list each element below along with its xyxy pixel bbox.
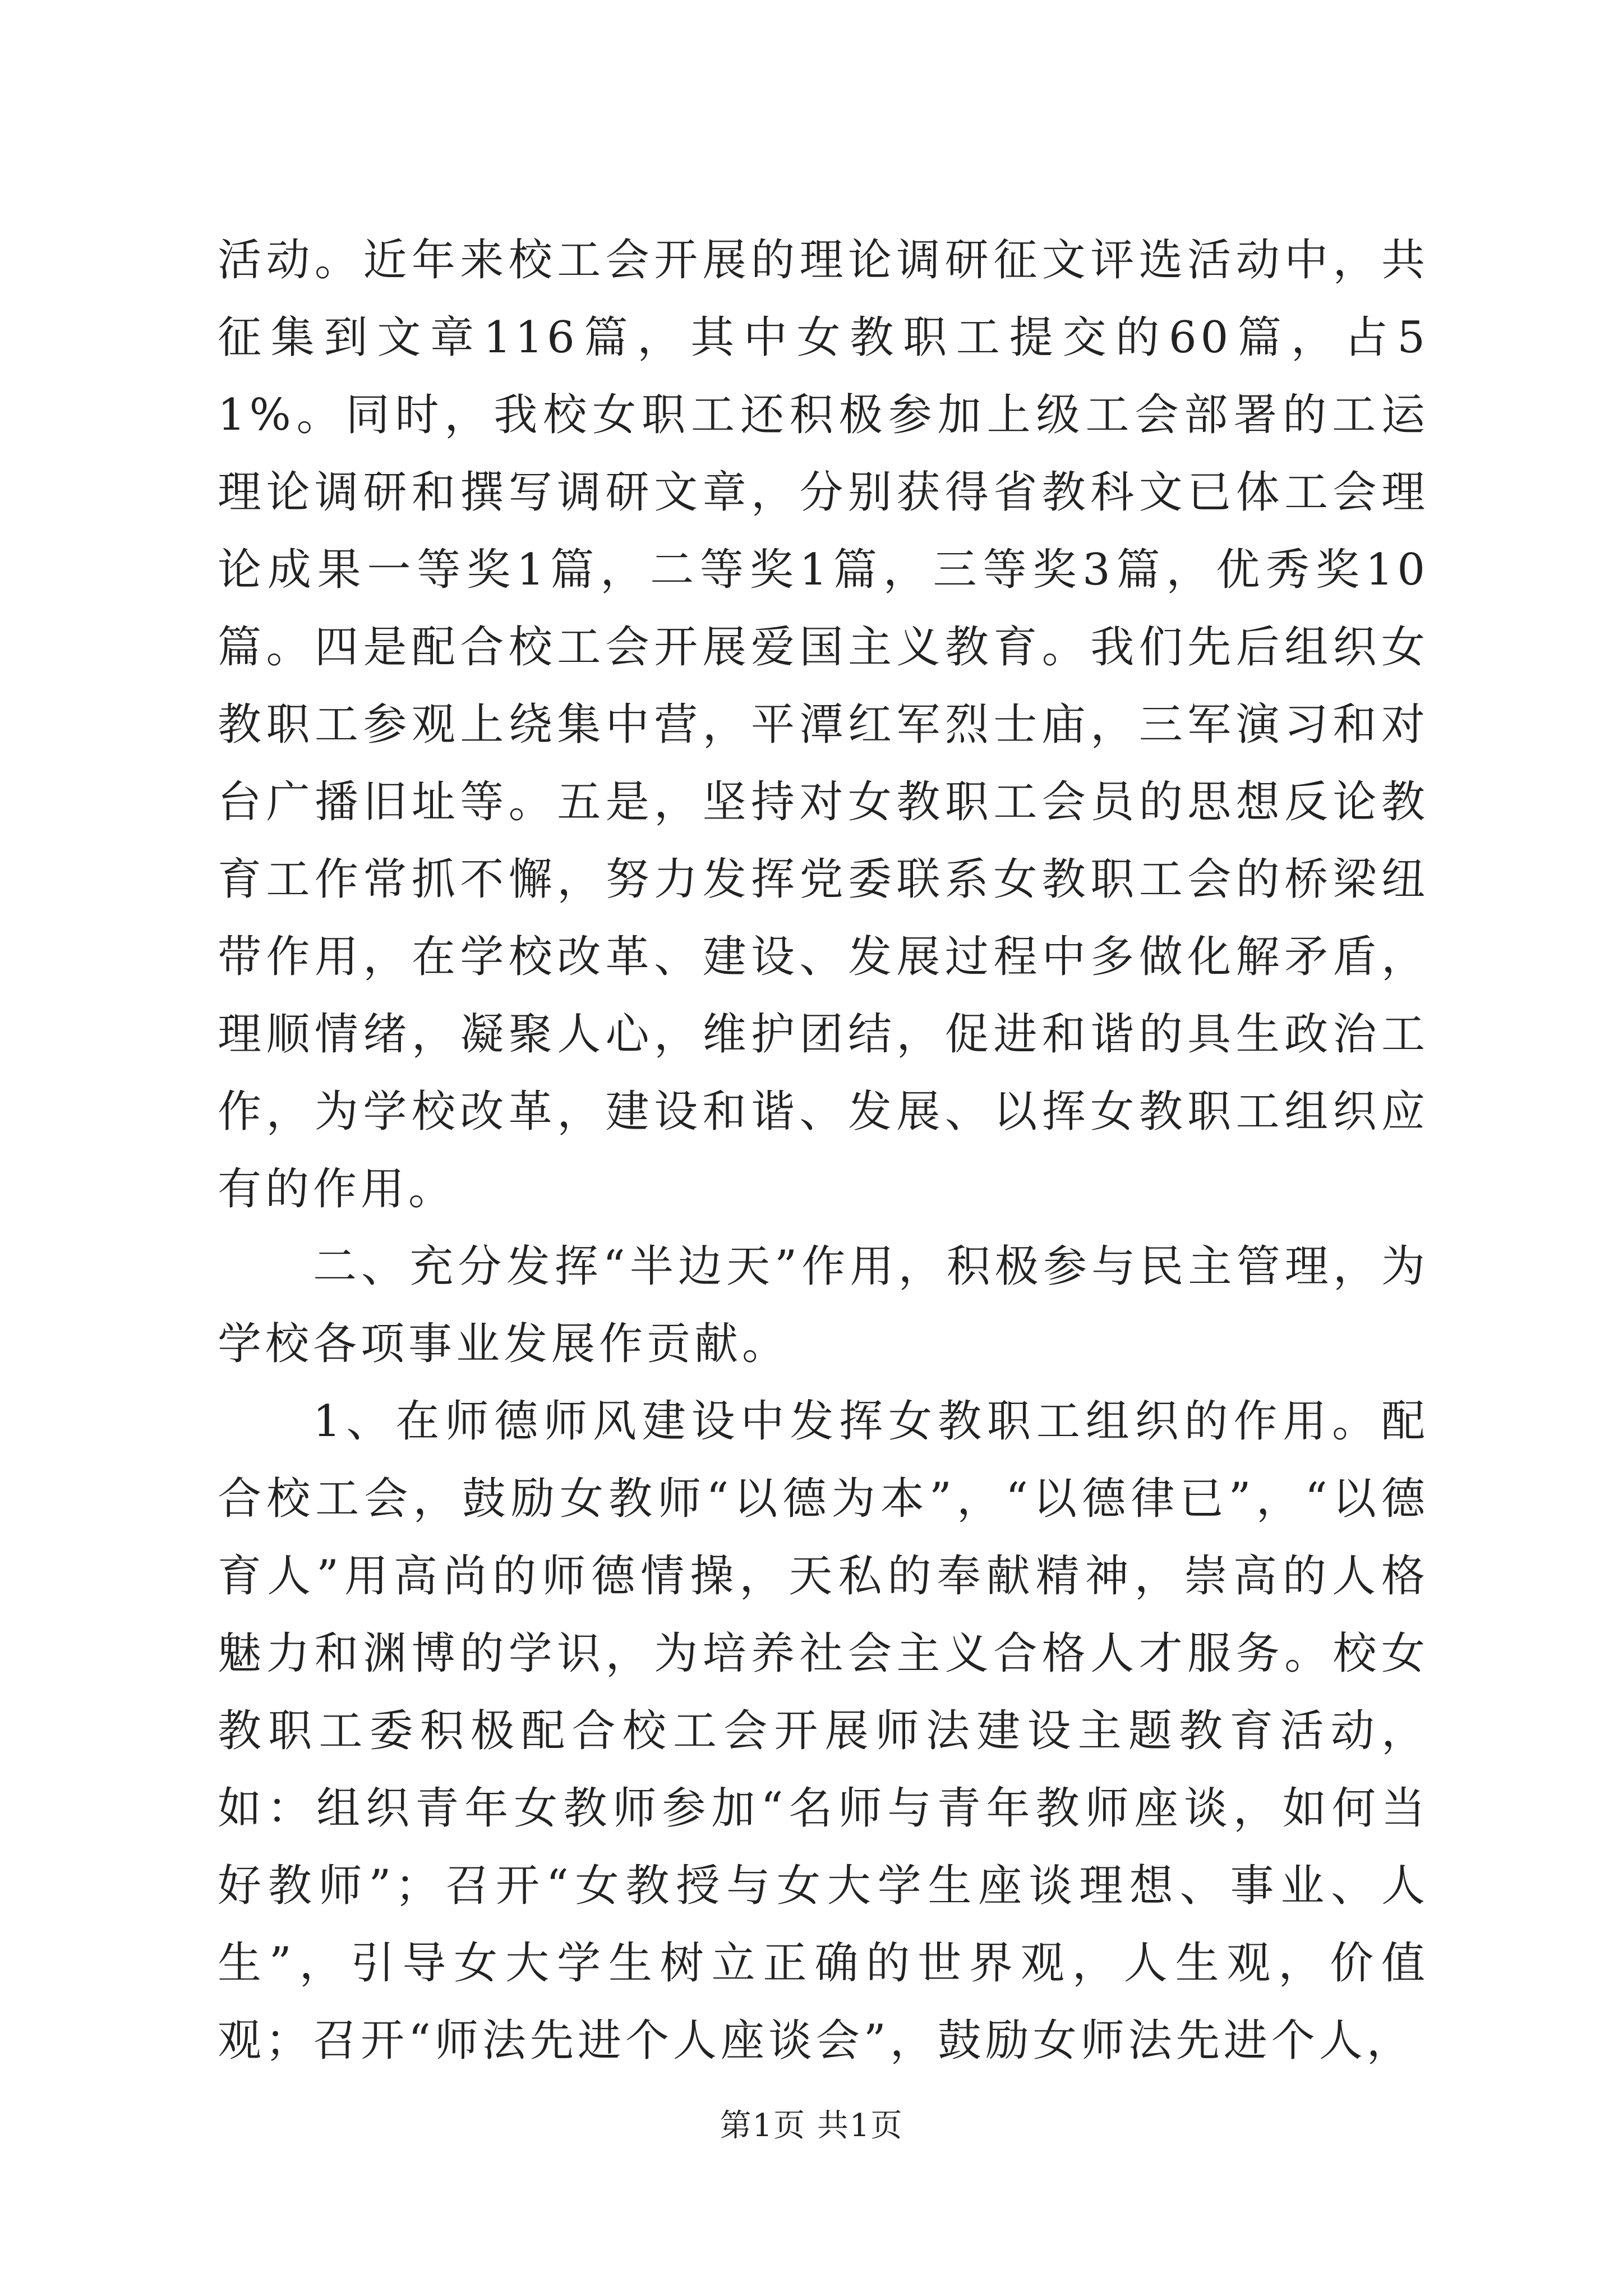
document-body bbox=[218, 222, 1429, 2079]
paragraph-2: 二、充分发挥“半边天”作用，积极参与民主管理，为学校各项事业发展作贡献。 bbox=[218, 1241, 1429, 1369]
paragraph-3: 1、在师德师风建设中发挥女教职工组织的作用。配合校工会，鼓励女教师“以德为本”，“以德律已”，“以德育人”用高尚的师德情操，天私的奉献精神，崇高的人格魅力和渊博的学识，为培养社会主义合格人才服务。校女教职工委积极配合校工会开展师法建设主题教育活动，如：组织青年女教师参加“名师与青年教师座谈，如何当好教师”；召开“女教授与女大学生座谈理想、事业、人生”，引导女大学生树立正确的世界观，人生观，价值观；召开“师法先进个人座谈会”，鼓励女师法先进个人， bbox=[218, 1396, 1429, 2066]
page-footer: 第1页 共1页 bbox=[720, 2108, 903, 2144]
paragraph-1: 活动。近年来校工会开展的理论调研征文评选活动中，共征集到文章116篇，其中女教职工提交的60篇，占51%。同时，我校女职工还积极参加上级工会部署的工运理论调研和撰写调研文章，分别获得省教科文已体工会理论成果一等奖1篇，二等奖1篇，三等奖3篇，优秀奖10篇。四是配合校工会开展爱国主义教育。我们先后组织女教职工参观上绕集中营，平潭红军烈士庙，三军演习和对台广播旧址等。五是，坚持对女教职工会员的思想反论教育工作常抓不懈，努力发挥党委联系女教职工会的桥梁纽带作用，在学校改革、建设、发展过程中多做化解矛盾，理顺情绪，凝聚人心，维护团结，促进和谐的具生政治工作，为学校改革，建设和谐、发展、以挥女教职工组织应有的作用。 bbox=[218, 235, 1429, 1214]
